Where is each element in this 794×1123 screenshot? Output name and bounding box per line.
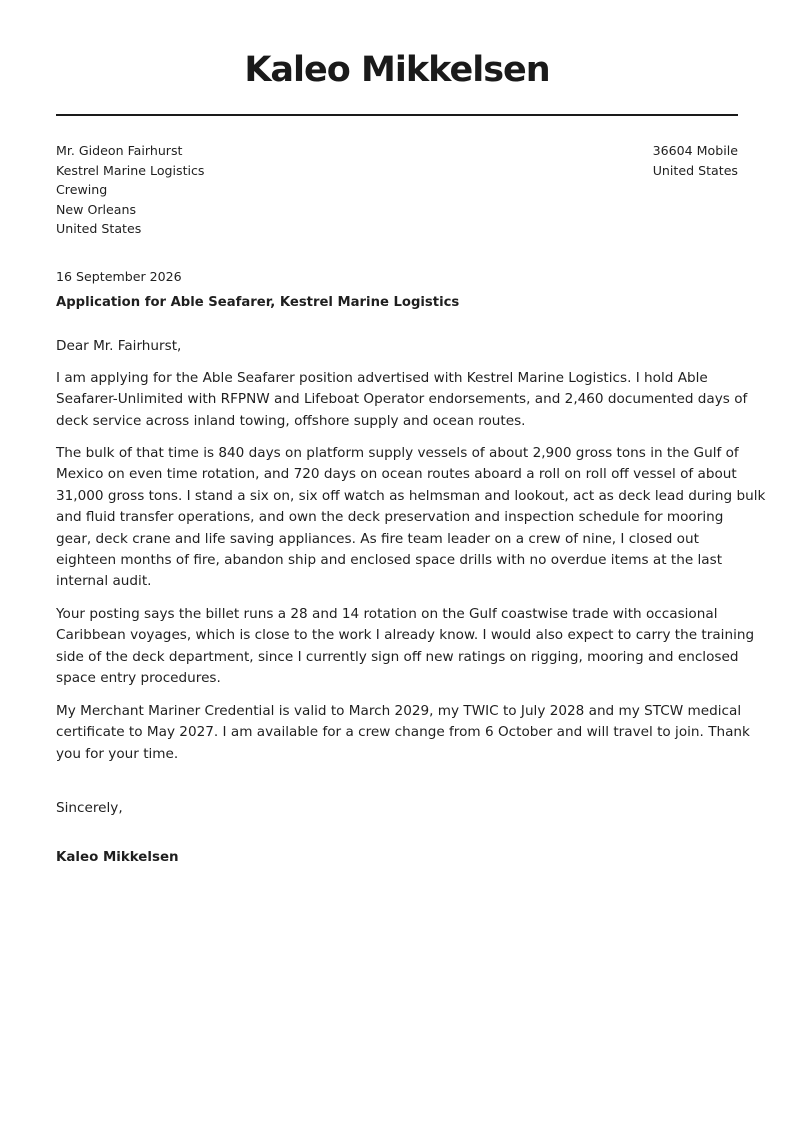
applicant-name-heading: Kaleo Mikkelsen bbox=[244, 50, 550, 90]
sender-address-block bbox=[438, 141, 738, 180]
recipient-company: Kestrel Marine Logistics bbox=[56, 162, 205, 178]
recipient-department: Crewing bbox=[56, 182, 108, 198]
sender-city: 36604 Mobile bbox=[652, 143, 738, 158]
letter-closing: Sincerely, bbox=[56, 800, 123, 816]
paragraph-line: deck service across inland towing, offshore supply and ocean routes. bbox=[56, 412, 526, 429]
recipient-name: Mr. Gideon Fairhurst bbox=[56, 143, 183, 158]
recipient-city: New Orleans bbox=[56, 201, 137, 217]
paragraph-line: Mexico on even time rotation, and 720 days on ocean routes aboard a roll on roll off vessel of about bbox=[56, 466, 737, 483]
paragraph-line: gear, deck crane and life saving appliances. As fire team leader on a crew of nine, I closed out bbox=[56, 530, 699, 547]
paragraph-line: 31,000 gross tons. I stand a six on, six off watch as helmsman and lookout, act as deck lead during bulk bbox=[56, 487, 766, 504]
letter-date: 16 September 2026 bbox=[56, 269, 182, 284]
body-paragraph-1 bbox=[56, 368, 746, 432]
paragraph-line: side of the deck department, since I currently sign off new ratings on rigging, mooring and enclosed bbox=[56, 648, 739, 665]
paragraph-line: and fluid transfer operations, and own the deck preservation and inspection schedule for mooring bbox=[56, 509, 724, 526]
recipient-address-block bbox=[56, 141, 396, 239]
paragraph-line: certificate to May 2027. I am available for a crew change from 6 October and will travel to join. Thank bbox=[56, 724, 750, 741]
header-divider bbox=[56, 114, 738, 116]
paragraph-line: space entry procedures. bbox=[56, 670, 221, 687]
sender-country: United States bbox=[652, 162, 738, 178]
body-paragraph-2 bbox=[56, 443, 766, 593]
paragraph-line: you for your time. bbox=[56, 745, 179, 762]
letter-signature: Kaleo Mikkelsen bbox=[56, 850, 179, 865]
paragraph-line: My Merchant Mariner Credential is valid to March 2029, my TWIC to July 2028 and my STCW medical bbox=[56, 703, 742, 719]
paragraph-line: Caribbean voyages, which is close to the work I already know. I would also expect to carry the training bbox=[56, 627, 755, 644]
paragraph-line: I am applying for the Able Seafarer position advertised with Kestrel Marine Logistics. I hold Able bbox=[56, 370, 708, 386]
body-paragraph-3 bbox=[56, 604, 755, 690]
paragraph-line: The bulk of that time is 840 days on platform supply vessels of about 2,900 gross tons in the Gulf of bbox=[56, 445, 739, 461]
paragraph-line: Your posting says the billet runs a 28 and 14 rotation on the Gulf coastwise trade with occasional bbox=[56, 606, 718, 622]
body-paragraph-4 bbox=[56, 701, 750, 765]
letter-salutation: Dear Mr. Fairhurst, bbox=[56, 338, 182, 354]
recipient-country: United States bbox=[56, 221, 142, 237]
paragraph-line: internal audit. bbox=[56, 573, 152, 590]
letter-subject: Application for Able Seafarer, Kestrel Marine Logistics bbox=[56, 295, 460, 310]
paragraph-line: Seafarer-Unlimited with RFPNW and Lifeboat Operator endorsements, and 2,460 documented days of bbox=[56, 391, 748, 408]
paragraph-line: eighteen months of fire, abandon ship and enclosed space drills with no overdue items at the last bbox=[56, 552, 723, 569]
